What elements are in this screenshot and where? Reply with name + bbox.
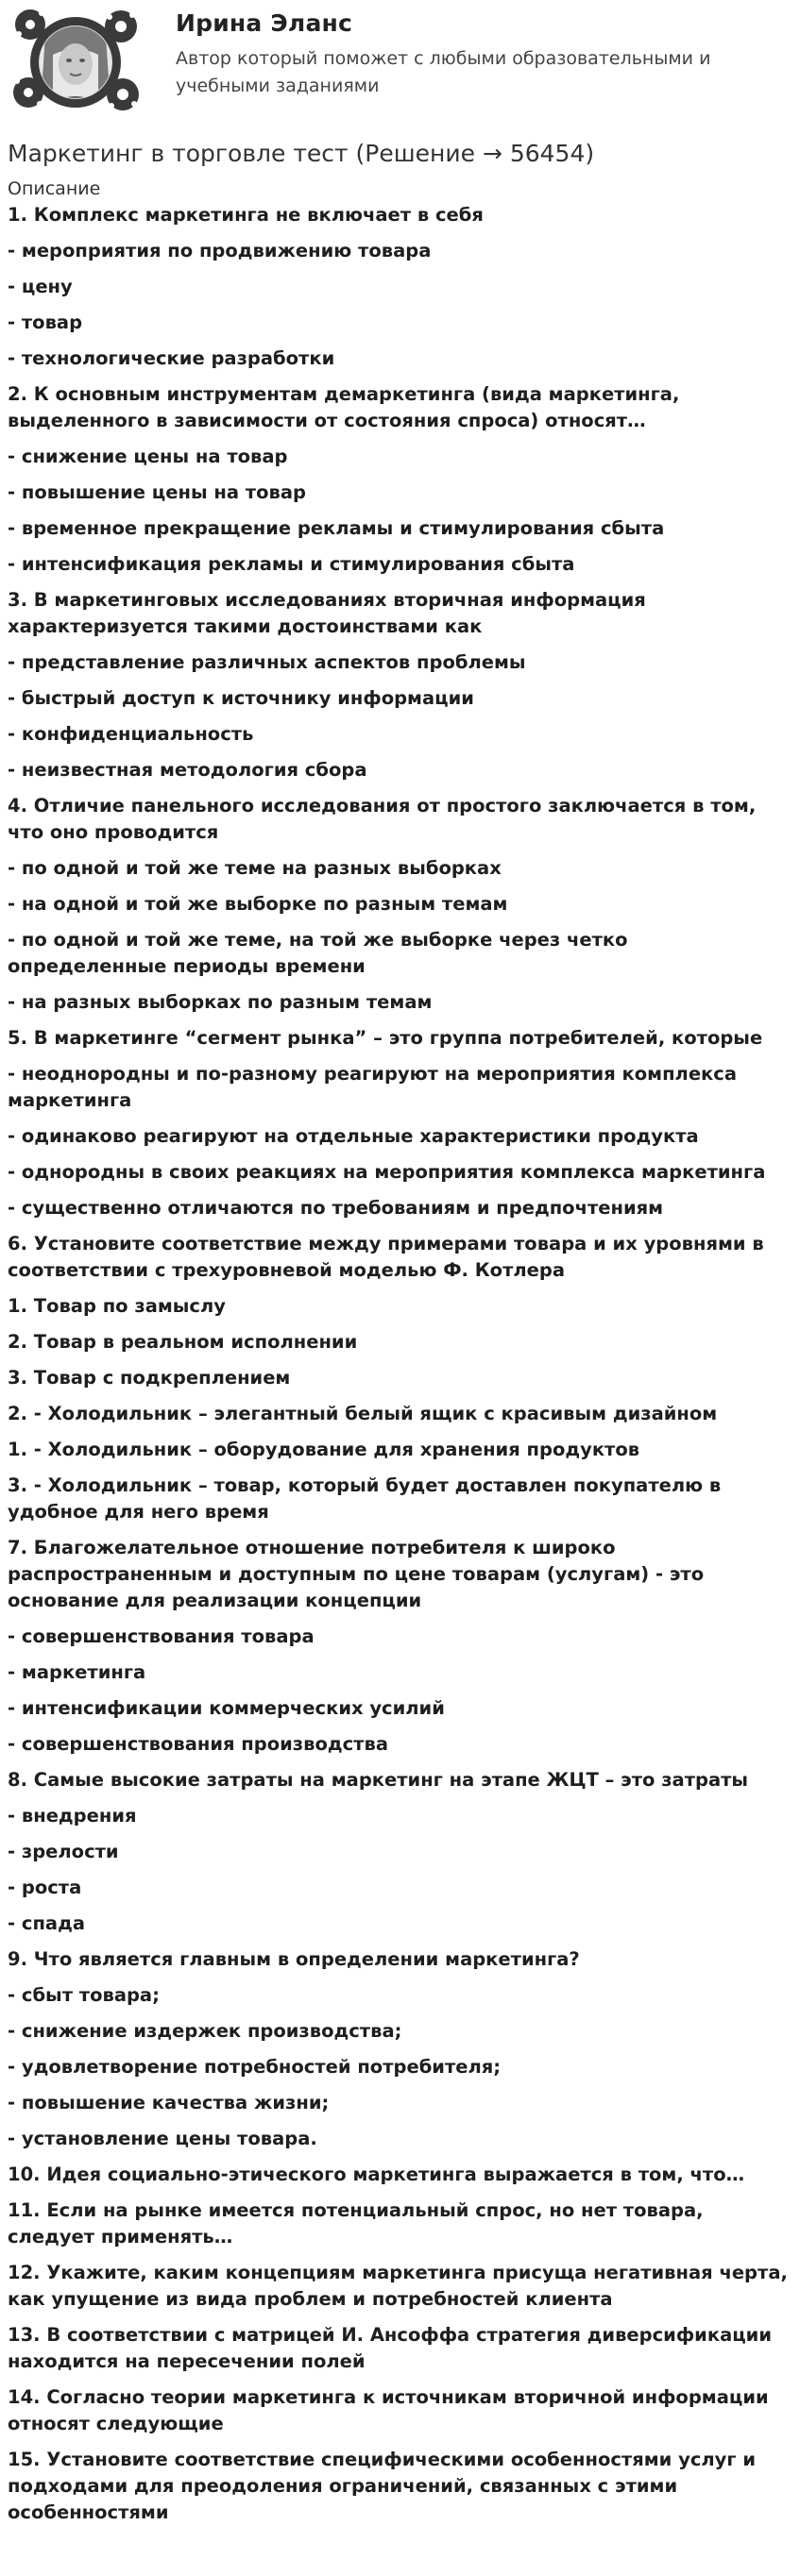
description-line: - внедрения <box>8 1805 137 1827</box>
description-line: - технологические разработки <box>8 347 335 369</box>
description-line: - по одной и той же теме, на той же выборке через четко определенные периоды времени <box>8 929 628 977</box>
description-line: - снижение цены на товар <box>8 446 288 467</box>
description-line: - неизвестная методология сбора <box>8 759 367 781</box>
description-content <box>8 202 791 2535</box>
description-line: - совершенствования производства <box>8 1733 388 1755</box>
description-line: 2. - Холодильник – элегантный белый ящик с красивым дизайном <box>8 1403 718 1424</box>
author-name[interactable]: Ирина Эланс <box>176 9 353 37</box>
description-line: - зрелости <box>8 1841 119 1862</box>
description-line: - удовлетворение потребностей потребителя; <box>8 2056 502 2078</box>
description-line: 14. Согласно теории маркетинга к источникам вторичной информации относят следующие <box>8 2386 769 2434</box>
description-line: - мероприятия по продвижению товара <box>8 240 432 261</box>
description-line: 13. В соответствии с матрицей И. Ансоффа стратегия диверсификации находится на пересечении полей <box>8 2324 773 2372</box>
description-line: - одинаково реагируют на отдельные характеристики продукта <box>8 1125 699 1147</box>
film-reel-avatar-icon <box>8 6 144 117</box>
description-line: - временное прекращение рекламы и стимулирования сбыта <box>8 517 665 539</box>
description-line: - роста <box>8 1877 82 1898</box>
description-line: 1. Товар по замыслу <box>8 1295 226 1317</box>
description-line: 3. - Холодильник – товар, который будет доставлен покупателю в удобное для него время <box>8 1474 722 1523</box>
description-line: - быстрый доступ к источнику информации <box>8 687 474 709</box>
description-line: - конфиденциальность <box>8 723 254 745</box>
description-line: 15. Установите соответствие специфическими особенностями услуг и подходами для преодоления ограничений, связанных с этими особенностями <box>8 2449 757 2523</box>
description-line: - маркетинга <box>8 1661 146 1683</box>
description-line: - представление различных аспектов проблемы <box>8 651 526 673</box>
description-line: - сбыт товара; <box>8 1984 160 2006</box>
description-line: 12. Укажите, каким концепциям маркетинга присуща негативная черта, как упущение из вида проблем и потребностей клиента <box>8 2262 788 2310</box>
description-label: Описание <box>8 178 101 199</box>
description-line: - интенсификация рекламы и стимулирования сбыта <box>8 553 575 575</box>
description-line: 4. Отличие панельного исследования от простого заключается в том, что оно проводится <box>8 795 757 843</box>
description-line: - цену <box>8 276 73 297</box>
description-line: 1. Комплекс маркетинга не включает в себя <box>8 204 484 226</box>
description-line: - неоднородны и по-разному реагируют на мероприятия комплекса маркетинга <box>8 1063 738 1111</box>
description-line: - на разных выборках по разным темам <box>8 991 433 1013</box>
description-line: - товар <box>8 311 83 333</box>
description-line: - по одной и той же теме на разных выборках <box>8 857 502 879</box>
description-line: 9. Что является главным в определении маркетинга? <box>8 1948 580 1970</box>
description-line: - спада <box>8 1912 85 1934</box>
description-line: 8. Самые высокие затраты на маркетинг на этапе ЖЦТ – это затраты <box>8 1769 749 1791</box>
description-line: 3. Товар с подкреплением <box>8 1367 291 1389</box>
description-line: - существенно отличаются по требованиям и предпочтениям <box>8 1197 664 1219</box>
description-line: 6. Установите соответствие между примерами товара и их уровнями в соответствии с трехуровневой моделью Ф. Котлера <box>8 1233 764 1281</box>
description-line: - совершенствования товара <box>8 1625 315 1647</box>
description-line: 3. В маркетинговых исследованиях вторичная информация характеризуется такими достоинствами как <box>8 589 646 637</box>
description-line: - интенсификации коммерческих усилий <box>8 1697 445 1719</box>
author-description: Автор который поможет с любыми образовательными и учебными заданиями <box>176 48 711 96</box>
page-title: Маркетинг в торговле тест (Решение → 56454) <box>8 140 595 167</box>
author-avatar[interactable] <box>8 6 144 117</box>
description-line: - снижение издержек производства; <box>8 2020 402 2042</box>
description-line: 1. - Холодильник – оборудование для хранения продуктов <box>8 1439 640 1460</box>
author-header <box>0 0 800 123</box>
description-line: 10. Идея социально-этического маркетинга выражается в том, что… <box>8 2164 745 2185</box>
description-line: - установление цены товара. <box>8 2128 317 2149</box>
description-line: - на одной и той же выборке по разным темам <box>8 893 508 915</box>
description-line: 2. К основным инструментам демаркетинга (вида маркетинга, выделенного в зависимости от состояния спроса) относят… <box>8 383 680 431</box>
description-line: 7. Благожелательное отношение потребителя к широко распространенным и доступным по цене товарам (услугам) - это основание для реализации концепции <box>8 1537 705 1611</box>
description-line: - повышение цены на товар <box>8 481 306 503</box>
description-line: - повышение качества жизни; <box>8 2092 330 2113</box>
description-line: 11. Если на рынке имеется потенциальный спрос, но нет товара, следует применять… <box>8 2199 704 2248</box>
description-line: - однородны в своих реакциях на мероприятия комплекса маркетинга <box>8 1161 766 1183</box>
description-line: 2. Товар в реальном исполнении <box>8 1331 358 1353</box>
description-line: 5. В маркетинге “сегмент рынка” – это группа потребителей, которые <box>8 1027 763 1049</box>
